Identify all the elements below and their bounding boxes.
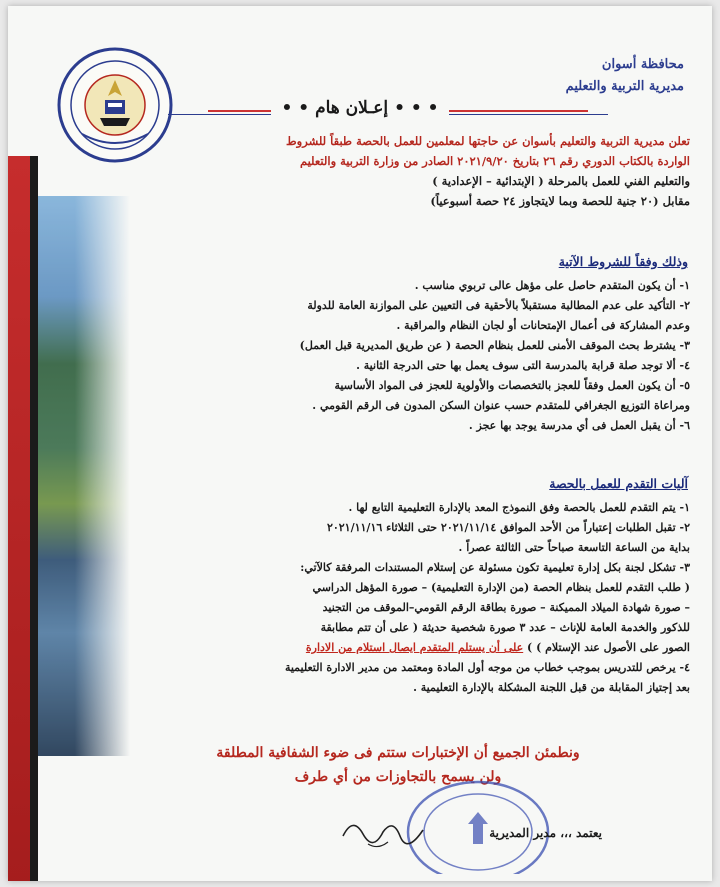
list-item: ٣- يشترط بحث الموقف الأمنى للعمل بنظام الحصة ( عن طريق المديرية قبل العمل) [299,339,690,352]
directorate-label: مديرية التربية والتعليم [565,79,684,94]
mechanisms-list [130,498,690,698]
list-item: ومراعاة التوزيع الجغرافي للمتقدم حسب عنوان السكن المدون فى الرقم القومي . [312,399,690,412]
intro-line-3: والتعليم الفني للعمل بالمرحلة ( الإبتدائية – الإعدادية ) [432,174,690,188]
director-signature [338,806,428,856]
list-item: ٢- التأكيد على عدم المطالبة مستقبلاً بالأحقية فى التعيين على الموازنة العامة للدولة [307,299,690,312]
list-item: ٦- أن يقبل العمل فى أي مدرسة يوجد بها عجز . [468,419,690,432]
closing-line-1: ونطمئن الجميع أن الإختبارات ستتم فى ضوء الشفافية المطلقة [216,745,580,761]
conditions-heading: وذلك وفقاً للشروط الآتية [558,254,688,269]
list-item [130,638,690,658]
title-dots-start: • • • [394,98,439,118]
list-item: ٥- أن يكون العمل وفقاً للعجز بالتخصصات والأولوية للعجز فى المواد الأساسية [334,379,690,392]
director-sign-label: يعتمد ،،، مدير المديرية [489,826,602,840]
list-item: ١- يتم التقدم للعمل بالحصة وفق النموذج المعد بالإدارة التعليمية التابع لها . [348,501,690,514]
list-item: ٣- تشكل لجنة بكل إدارة تعليمية تكون مسئولة عن إستلام المستندات المرفقة كالآتي: [300,561,690,574]
title-text: إعـلان هام [315,98,389,118]
list-item: ٤- يرخص للتدريس بموجب خطاب من موجه أول المادة ومعتمد من مدير الادارة التعليمية [284,661,690,674]
list-item: ( طلب التقدم للعمل بنظام الحصة (من الإدارة التعليمية) – صورة المؤهل الدراسي [312,581,690,594]
list-item: – صورة شهادة الميلاد المميكنة – صورة بطاقة الرقم القومي–الموقف من التجنيد [322,601,690,614]
list-item: بداية من الساعة التاسعة صباحاً حتى الثالثة عصراً . [458,541,690,554]
side-stripe-red [8,156,30,881]
list-item: ٤- ألا توجد صلة قرابة بالمدرسة التى سوف يعمل بها حتى الدرجة الثانية . [356,359,690,372]
list-item: للذكور والخدمة العامة للإناث – عدد ٣ صورة شخصية حديثة ( على أن تتم مطابقة [320,621,690,634]
side-stripe-black [30,156,38,881]
intro-line-1: تعلن مديرية التربية والتعليم بأسوان عن حاجتها لمعلمين للعمل بالحصة طبقاً للشروط [286,134,690,148]
list-item: ١- أن يكون المتقدم حاصل على مؤهل عالى تربوي مناسب . [414,279,690,292]
announcement-title [8,98,712,118]
announcement-page [8,6,712,881]
intro-paragraph [150,131,690,211]
side-photo [38,196,130,756]
closing-line-2: ولن يسمح بالتجاوزات من أي طرف [294,769,502,785]
list-item: وعدم المشاركة فى أعمال الإمتحانات أو لجان النظام والمراقبة . [396,319,690,332]
governorate-label: محافظة أسوان [601,57,684,72]
intro-line-2: الواردة بالكتاب الدوري رقم ٢٦ بتاريخ ٢٠٢١/٩/٢٠ الصادر من وزارة التربية والتعليم [299,154,690,168]
list-item-text: الصور على الأصول عند الإستلام ) ) [527,641,690,654]
list-item: بعد إجتياز المقابلة من قبل اللجنة المشكلة بالإدارة التعليمية . [413,681,690,694]
conditions-list [130,276,690,436]
intro-line-4: مقابل (٢٠ جنية للحصة وبما لايتجاوز ٢٤ حصة أسبوعياً) [430,194,690,208]
title-dots-end: • • [281,98,310,118]
receipt-note: على أن يستلم المتقدم ايصال استلام من الادارة [305,641,524,654]
header-block [566,54,684,98]
list-item: ٢- تقبل الطلبات إعتباراً من الأحد الموافق ٢٠٢١/١١/١٤ حتى الثلاثاء ٢٠٢١/١١/١٦ [326,521,690,534]
mechanisms-heading: آليات التقدم للعمل بالحصة [549,476,688,491]
